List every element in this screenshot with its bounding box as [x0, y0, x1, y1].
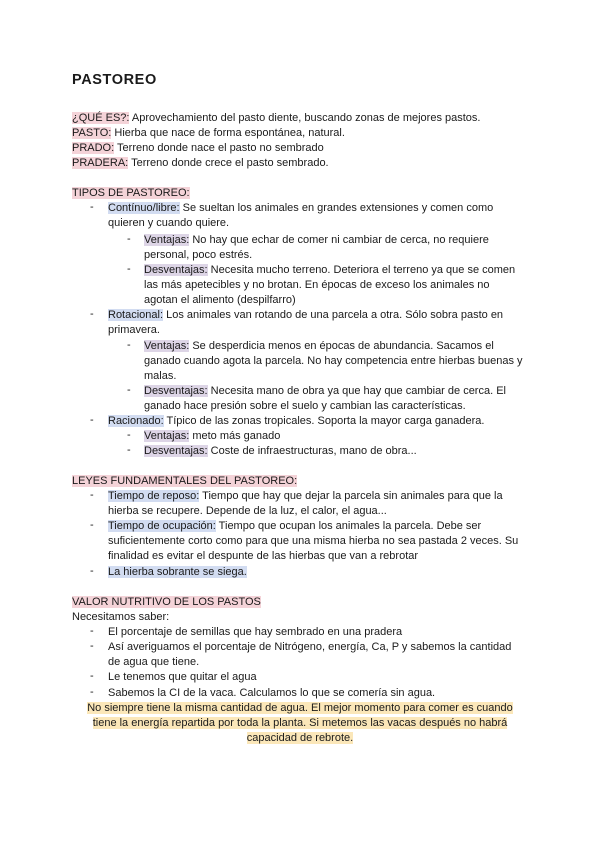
list-item-racionado — [108, 414, 484, 429]
term: Racionado: — [108, 415, 164, 427]
list-item-cont: suficientemente corto como para que una misma hierba no sea pastada 2 veces. Su — [108, 535, 519, 547]
sub-item-cont: ganado hace presión sobre el suelo y cambian las características. — [144, 400, 466, 412]
def-text: Aprovechamiento del pasto diente, buscando zonas de mejores pastos. — [129, 112, 481, 124]
text: Necesita mano de obra ya que hay que cambiar de cerca. El — [207, 385, 506, 397]
def-text: Hierba que nace de forma espontánea, natural. — [111, 127, 345, 139]
term: Desventajas: — [144, 445, 208, 457]
term: Desventajas: — [144, 385, 208, 397]
list-item-reposo — [108, 489, 503, 504]
sub-item-cont: agotan el alimento (despilfarro) — [144, 294, 296, 306]
list-item: Sabemos la CI de la vaca. Calculamos lo que se comería sin agua. — [108, 687, 436, 699]
list-dash: - — [90, 640, 94, 652]
term: Desventajas: — [144, 264, 208, 276]
list-dash: - — [90, 565, 94, 577]
highlighted-text: La hierba sobrante se siega. — [108, 566, 247, 578]
term: Tiempo de ocupación: — [108, 520, 216, 532]
heading-text: VALOR NUTRITIVO DE LOS PASTOS — [72, 596, 261, 608]
text: Necesita mucho terreno. Deteriora el terreno ya que se comen — [207, 264, 516, 276]
list-dash: - — [127, 444, 131, 456]
list-dash: - — [90, 670, 94, 682]
intro-text: Necesitamos saber: — [72, 611, 170, 623]
list-dash: - — [90, 201, 94, 213]
def-prado — [72, 141, 324, 156]
term: Contínuo/libre: — [108, 202, 180, 214]
list-dash: - — [127, 429, 131, 441]
list-dash: - — [127, 384, 131, 396]
sub-item-continuo-desventajas — [144, 263, 515, 278]
text: Tiempo que hay que dejar la parcela sin animales para que la — [199, 490, 503, 502]
def-text: Terreno donde crece el pasto sembrado. — [128, 157, 329, 169]
text: Se sueltan los animales en grandes extensiones y comen como — [179, 202, 494, 214]
section-heading-valor — [72, 595, 261, 610]
def-term: PRADO: — [72, 142, 115, 154]
note-text: capacidad de rebrote. — [246, 732, 354, 744]
list-dash: - — [90, 414, 94, 426]
note-line — [72, 731, 528, 746]
list-item-ocupacion — [108, 519, 481, 534]
list-item-continuo — [108, 201, 493, 216]
list-item-cont: hierba se recupere. Depende de la luz, el calor, el agua... — [108, 505, 387, 517]
text: meto más ganado — [189, 430, 281, 442]
list-dash: - — [127, 339, 131, 351]
list-dash: - — [90, 519, 94, 531]
page-title: PASTOREO — [72, 72, 157, 88]
sub-item-cont: personal, poco estrés. — [144, 249, 253, 261]
def-pasto — [72, 126, 345, 141]
section-heading-tipos — [72, 186, 190, 201]
term: Ventajas: — [144, 340, 190, 352]
list-item: Así averiguamos el porcentaje de Nitrógeno, energía, Ca, P y sabemos la cantidad — [108, 641, 512, 653]
list-item-cont: de agua que tiene. — [108, 656, 200, 668]
heading-text: TIPOS DE PASTOREO: — [72, 187, 190, 199]
term: Tiempo de reposo: — [108, 490, 200, 502]
text: Los animales van rotando de una parcela a otra. Sólo sobra pasto en — [163, 309, 504, 321]
term: Rotacional: — [108, 309, 164, 321]
term: Ventajas: — [144, 234, 190, 246]
list-item-continuo-cont: quieren y cuando quiere. — [108, 217, 230, 229]
list-item: El porcentaje de semillas que hay sembrado en una pradera — [108, 626, 403, 638]
sub-item-racionado-ventajas — [144, 429, 280, 444]
section-heading-leyes — [72, 474, 297, 489]
list-dash: - — [90, 686, 94, 698]
note-line — [72, 701, 528, 716]
note-text: No siempre tiene la misma cantidad de agua. El mejor momento para comer es cuando — [87, 702, 513, 714]
sub-item-racionado-desventajas — [144, 444, 417, 459]
def-pradera — [72, 156, 329, 171]
text: Tiempo que ocupan los animales la parcela. Debe ser — [215, 520, 482, 532]
def-text: Terreno donde nace el pasto no sembrado — [114, 142, 324, 154]
list-item-cont: finalidad es evitar el despunte de las hierbas que van a rebrotar — [108, 550, 419, 562]
text: Se desperdicia menos en épocas de abundancia. Sacamos el — [189, 340, 494, 352]
sub-item-rotacional-ventajas — [144, 339, 494, 354]
list-item-rotacional — [108, 308, 503, 323]
sub-item-cont: ganado cuando agota la parcela. No hay competencia entre hierbas buenas y — [144, 355, 523, 367]
def-term: ¿QUÉ ES?: — [72, 112, 130, 124]
def-term: PASTO: — [72, 127, 112, 139]
note-line — [72, 716, 528, 731]
list-dash: - — [127, 233, 131, 245]
list-dash: - — [90, 625, 94, 637]
note-text: tiene la energía repartida por toda la planta. Si metemos las vacas después no habrá — [92, 717, 508, 729]
text: Típico de las zonas tropicales. Soporta la mayor carga ganadera. — [163, 415, 485, 427]
list-dash: - — [127, 263, 131, 275]
heading-text: LEYES FUNDAMENTALES DEL PASTOREO: — [72, 475, 298, 487]
list-item-rotacional-cont: primavera. — [108, 324, 160, 336]
sub-item-cont: las más apetecibles y no brotan. En épocas de exceso los animales no — [144, 279, 490, 291]
def-term: PRADERA: — [72, 157, 129, 169]
text: Coste de infraestructuras, mano de obra... — [207, 445, 417, 457]
sub-item-continuo-ventajas — [144, 233, 489, 248]
list-dash: - — [90, 489, 94, 501]
list-item-sobrante — [108, 565, 247, 580]
list-dash: - — [90, 308, 94, 320]
sub-item-cont: malas. — [144, 370, 177, 382]
term: Ventajas: — [144, 430, 190, 442]
sub-item-rotacional-desventajas — [144, 384, 506, 399]
list-item: Le tenemos que quitar el agua — [108, 671, 257, 683]
def-que-es — [72, 111, 480, 126]
text: No hay que echar de comer ni cambiar de cerca, no requiere — [189, 234, 489, 246]
